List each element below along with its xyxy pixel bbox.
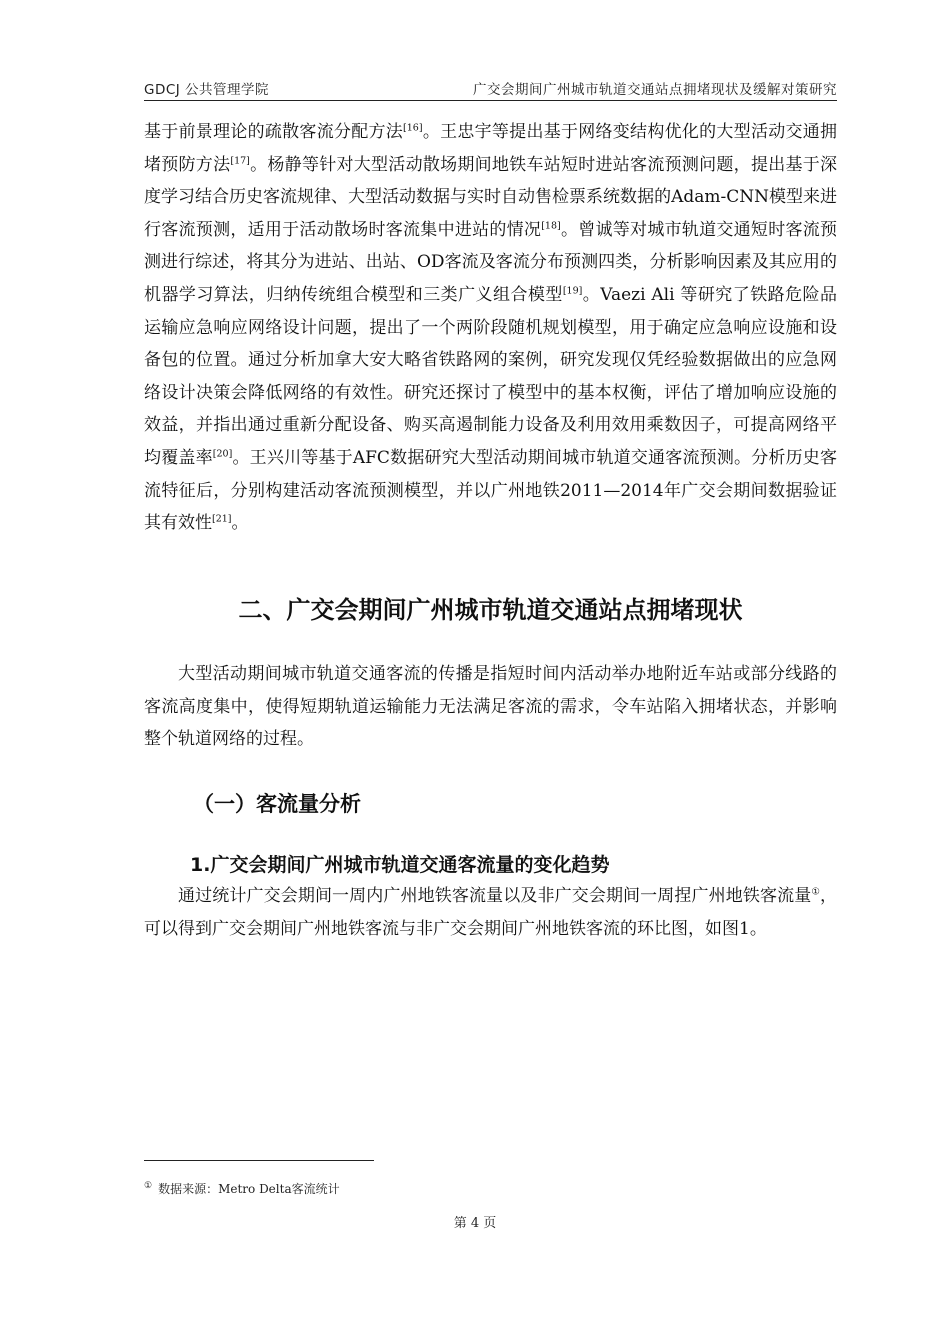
para1-text-2: 。王忠宇等提出基于网络变结构优化的大型活动交通拥堵预防方法 [144, 122, 838, 175]
para1-text-6: 。王兴川等基于AFC数据研究大型活动期间城市轨道交通客流预测。分析历史客流特征后，分别构建活动客流预测模型，并以广州地铁2011—2014年广交会期间数据验证其有效性 [144, 447, 838, 534]
para3-text-2: ，可以得到广交会期间广州地铁客流与非广交会期间广州地铁客流的环比图，如图1。 [144, 886, 837, 939]
header-paper-title: 广交会期间广州城市轨道交通站点拥堵现状及缓解对策研究 [473, 82, 837, 98]
running-header [144, 78, 837, 101]
subsection-heading: （一）客流量分析 [193, 792, 361, 816]
citation-19[interactable]: [19] [562, 285, 583, 297]
page-number: 第 4 页 [453, 1216, 497, 1231]
para3-text-1: 通过统计广交会期间一周内广州地铁客流量以及非广交会期间一周捏广州地铁客流量 [178, 886, 812, 906]
footnote-mark-label: ① [144, 1181, 153, 1191]
footnote-text: 数据来源：Metro Delta客流统计 [158, 1182, 340, 1196]
citation-18[interactable]: [18] [541, 220, 561, 232]
body-paragraph-3 [144, 880, 837, 945]
citation-21[interactable]: [21] [212, 513, 232, 525]
para1-text-3: 。杨静等针对大型活动散场期间地铁车站短时进站客流预测问题，提出基于深度学习结合历史客流规律、大型活动数据与实时自动售检票系统数据的Adam-CNN模型来进行客流预测，适用于活动散场时客流集中进站的情况 [144, 154, 838, 240]
section-heading: 二、广交会期间广州城市轨道交通站点拥堵现状 [238, 596, 743, 624]
footnote-separator [144, 1160, 374, 1161]
footnote [144, 1180, 340, 1197]
citation-20[interactable]: [20] [212, 448, 233, 460]
footnote-mark[interactable]: ① [811, 886, 820, 898]
para1-text-5: 。Vaezi Ali 等研究了铁路危险品运输应急响应网络设计问题，提出了一个两阶段随机规划模型，用于确定应急响应设施和设备包的位置。通过分析加拿大安大略省铁路网的案例，研究发现仅凭经验数据做出的应急网络设计决策会降低网络的有效性。研究还探讨了模型中的基本权衡，评估了增加响应设施的效益，并指出通过重新分配设备、购买高遏制能力设备及利用效用乘数因子，可提高网络平均覆盖率 [144, 284, 837, 468]
body-paragraph-1 [144, 116, 837, 540]
body-paragraph-2: 大型活动期间城市轨道交通客流的传播是指短时间内活动举办地附近车站或部分线路的客流高度集中，使得短期轨道运输能力无法满足客流的需求，令车站陷入拥堵状态，并影响整个轨道网络的过程。 [144, 664, 837, 750]
para1-text-7: 。 [231, 513, 249, 534]
citation-16[interactable]: [16] [403, 122, 423, 134]
para1-text-4: 。曾诚等对城市轨道交通短时客流预测进行综述，将其分为进站、出站、OD客流及客流分布预测四类，分析影响因素及其应用的机器学习算法，归纳传统组合模型和三类广义组合模型 [144, 219, 838, 305]
citation-17[interactable]: [17] [230, 154, 250, 166]
subsubsection-heading: 1.广交会期间广州城市轨道交通客流量的变化趋势 [190, 854, 610, 876]
header-institution: GDCJ 公共管理学院 [144, 82, 270, 98]
para1-text-1: 基于前景理论的疏散客流分配方法 [144, 122, 404, 142]
